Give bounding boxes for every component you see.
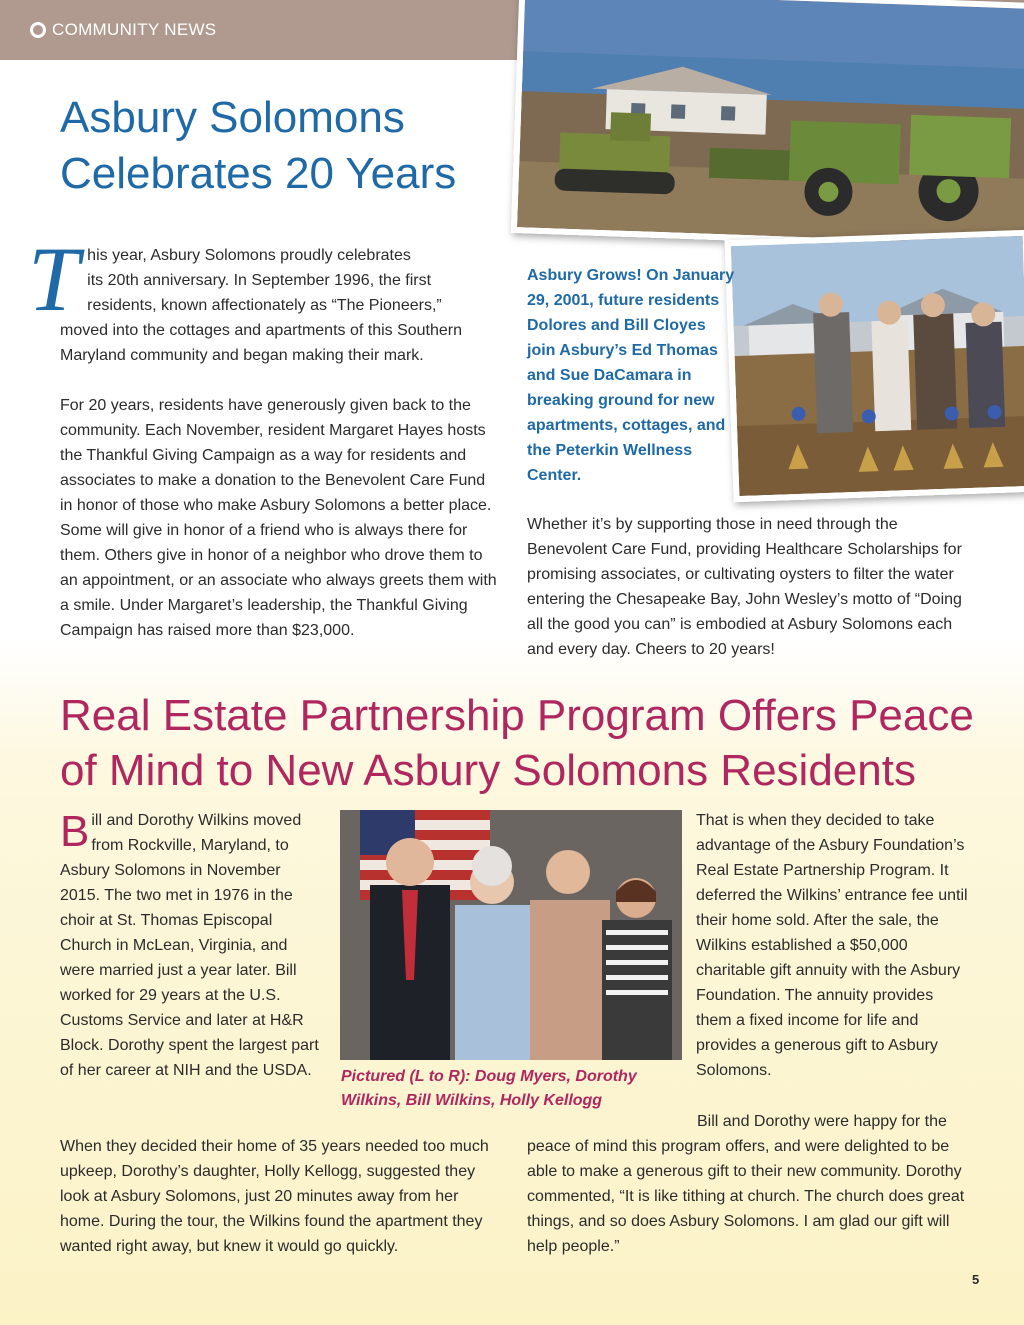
article2-paragraph2: That is when they decided to take advantage of the Asbury Foundation’s Real Estate Partnership Program. It deferred the Wilkins’ entrance fee until their home sold. After the sale, the Wilkins established a $50,000 charitable gift annuity with the Asbury Foundation. The annuity provides them a fixed income for life and provides a generous gift to Asbury Solomons. <box>696 812 968 1079</box>
section-label-text: COMMUNITY NEWS <box>52 20 217 39</box>
article1-p1-line2: its 20th anniversary. In September 1996, the first <box>87 272 432 289</box>
groundbreaking-illustration <box>731 236 1024 496</box>
article1-paragraph3: Whether it’s by supporting those in need through the Benevolent Care Fund, providing Healthcare Scholarships for promising associates, or cultivating oysters to filter the water entering the Chesapeake Bay, John Wesley’s motto of “Doing all the good you can” is embodied at Asbury Solomons each and every day. Cheers to 20 years! <box>527 516 962 658</box>
article1-paragraph2: For 20 years, residents have generously given back to the community. Each November, resident Margaret Hayes hosts the Thankful Giving Campaign as a way for residents and associates to make a donation to the Benevolent Care Fund in honor of those who make Asbury Solomons a better place. Some will give in honor of a friend who is always there for them. Others give in honor of a neighbor who drove them to an appointment, or an associate who always greets them with a smile. Under Margaret’s leadership, the Thankful Giving Campaign has raised more than $23,000. <box>60 397 497 639</box>
construction-photo <box>511 0 1024 251</box>
group-portrait-illustration <box>340 810 682 1060</box>
article2-photo-caption: Pictured (L to R): Doug Myers, Dorothy Wilkins, Bill Wilkins, Holly Kellogg <box>341 1068 637 1109</box>
article1-p1-rest: moved into the cottages and apartments of this Southern Maryland community and began making their mark. <box>60 322 463 364</box>
article1-p1-line3: residents, known affectionately as “The Pioneers,” <box>87 297 442 314</box>
article1-dropcap: T <box>28 228 80 330</box>
article2-paragraph1 <box>60 808 322 1083</box>
section-label <box>30 20 216 40</box>
construction-illustration <box>517 0 1024 245</box>
article1-paragraph1 <box>28 228 492 368</box>
article2-paragraph4 <box>527 1109 967 1259</box>
ring-logo-icon <box>30 22 46 38</box>
article2-p4-first: Bill and Dorothy were happy for the <box>697 1113 947 1130</box>
wilkins-group-photo <box>340 810 682 1060</box>
article2-paragraph3: When they decided their home of 35 years needed too much upkeep, Dorothy’s daughter, Holly Kellogg, suggested they look at Asbury Solomons, just 20 minutes away from her home. During the tour, the Wilkins found the apartment they wanted right away, but knew it would go quickly. <box>60 1138 489 1255</box>
article1-title: Asbury Solomons Celebrates 20 Years <box>60 93 457 198</box>
article2-title: Real Estate Partnership Program Offers Peace of Mind to New Asbury Solomons Residents <box>60 691 974 795</box>
article1-photo-caption: Asbury Grows! On January 29, 2001, future residents Dolores and Bill Cloyes join Asbury’s Ed Thomas and Sue DaCamara in breaking ground for new apartments, cottages, and the Peterkin Wellness Center. <box>527 267 735 484</box>
groundbreaking-photo <box>725 230 1024 502</box>
article2-p1-text: ill and Dorothy Wilkins moved from Rockville, Maryland, to Asbury Solomons in November 2015. The two met in 1976 in the choir at St. Thomas Episcopal Church in McLean, Virginia, and were married just a year later. Bill worked for 29 years at the U.S. Customs Service and later at H&R Block. Dorothy spent the largest part of her career at NIH and the USDA. <box>60 812 319 1079</box>
article2-p4-rest: peace of mind this program offers, and were delighted to be able to make a generous gift to their new community. Dorothy commented, “It is like tithing at church. The church does great things, and so does Asbury Solomons. I am glad our gift will help people.” <box>527 1138 965 1255</box>
article2-dropcap: B <box>60 807 90 856</box>
page-number: 5 <box>972 1272 980 1287</box>
article1-p1-line1: his year, Asbury Solomons proudly celebrates <box>87 247 411 264</box>
